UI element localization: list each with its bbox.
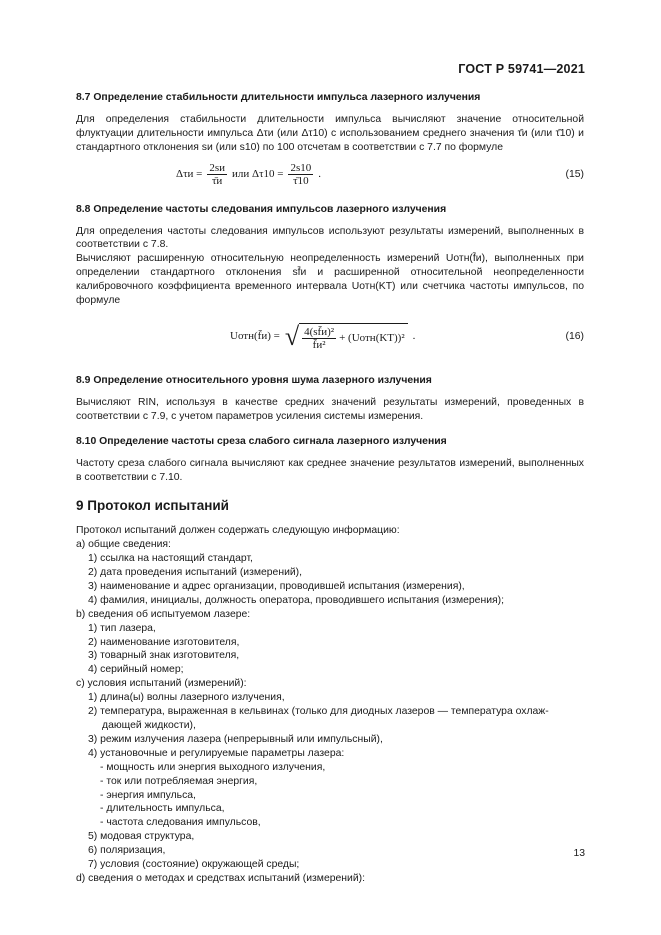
list-item-b3: 3) товарный знак изготовителя,	[88, 650, 240, 662]
formula-16-frac	[302, 326, 336, 351]
formula-15	[76, 158, 584, 192]
list-item-c2	[76, 705, 584, 733]
list-item-c7: 7) условия (состояние) окружающей среды;	[88, 859, 300, 871]
section-8-8-p2: Вычисляют расширенную относительную неопределенность измерений Uотн(f̄и), выполненных при определении стандартного отклонения sf̄и и расширенной относительной неопределенности калибровочного коэффициента временного интервала Uотн(KT) или счетчика частоты импульсов, по формуле	[76, 253, 584, 307]
list-item-c4c: - энергия импульса,	[100, 789, 196, 801]
page-content	[76, 91, 584, 886]
formula-16-end: .	[412, 330, 416, 343]
section-8-10-title: 8.10 Определение частоты среза слабого сигнала лазерного излучения	[76, 435, 447, 447]
list-item-a4: 4) фамилия, инициалы, должность оператора, проводившего испытания (измерения);	[88, 594, 504, 606]
list-item-d: d) сведения о методах и средствах испытаний (измерений):	[76, 872, 365, 884]
list-item-b2: 2) наименование изготовителя,	[88, 636, 240, 648]
formula-16	[76, 311, 584, 363]
formula-16-number: (16)	[565, 330, 584, 342]
list-item-c3: 3) режим излучения лазера (непрерывный или импульсный),	[88, 733, 383, 745]
formula-15-num-2: 2s10	[290, 162, 312, 175]
section-9-title: 9 Протокол испытаний	[76, 498, 229, 514]
formula-16-radicand	[299, 323, 408, 351]
formula-15-num-1: 2sи	[209, 162, 226, 175]
formula-15-frac-2	[288, 162, 313, 187]
list-item-b1: 1) тип лазера,	[88, 622, 156, 634]
formula-15-number: (15)	[565, 168, 584, 180]
page-number: 13	[573, 848, 585, 859]
formula-15-mid: или Δτ10 =	[232, 167, 284, 180]
formula-16-lhs: Uотн(f̄и) =	[230, 330, 280, 343]
section-8-7-text: Для определения стабильности длительности импульса вычисляют значение относительной флуктуации длительности импульса Δτи (или Δτ10) с использованием среднего значения τ̄и (или τ̄10) и стандартного отклонения sи (или s10) по 100 отсчетам в соответствии с 7.7 по формуле	[76, 113, 584, 153]
list-item-c: с) условия испытаний (измерений):	[76, 678, 247, 690]
list-item-c4d: - длительность импульса,	[100, 803, 225, 815]
formula-15-lhs: Δτи =	[176, 167, 203, 180]
formula-16-num: 4(sf̄и)²	[304, 325, 335, 338]
section-8-7-title: 8.7 Определение стабильности длительности импульса лазерного излучения	[76, 92, 481, 103]
list-item-a2: 2) дата проведения испытаний (измерений),	[88, 567, 303, 579]
section-9-intro: Протокол испытаний должен содержать следующую информацию:	[76, 525, 400, 537]
formula-16-sqrt	[285, 323, 408, 351]
formula-16-plus: + (Uотн(KT))²	[339, 331, 405, 344]
list-item-c2-line-1: 2) температура, выраженная в кельвинах (только для диодных лазеров — температура охлаж-	[88, 706, 549, 718]
section-8-8-title: 8.8 Определение частоты следования импульсов лазерного излучения	[76, 203, 447, 215]
list-item-a1: 1) ссылка на настоящий стандарт,	[88, 553, 253, 565]
list-item-b4: 4) серийный номер;	[88, 664, 184, 676]
list-item-b: b) сведения об испытуемом лазере:	[76, 608, 251, 620]
formula-15-frac-1	[207, 162, 227, 187]
section-8-8-p1: Для определения частоты следования импульсов используют результаты измерений, выполненных в соответствии с 7.8.	[76, 225, 584, 251]
formula-15-end: .	[318, 167, 322, 180]
section-8-9-title: 8.9 Определение относительного уровня шума лазерного излучения	[76, 374, 432, 386]
list-item-c6: 6) поляризация,	[88, 845, 166, 857]
list-item-c4: 4) установочные и регулируемые параметры лазера:	[88, 747, 345, 759]
list-item-c4a: - мощность или энергия выходного излучения,	[100, 761, 326, 773]
sqrt-icon: √	[284, 321, 300, 351]
list-item-a: а) общие сведения:	[76, 539, 171, 551]
list-item-a3: 3) наименование и адрес организации, проводившей испытания (измерения),	[88, 580, 465, 592]
list-item-c5: 5) модовая структура,	[88, 831, 195, 843]
list-item-c4e: - частота следования импульсов,	[100, 817, 261, 829]
standard-code: ГОСТ Р 59741—2021	[458, 62, 585, 76]
section-8-10-text: Частоту среза слабого сигнала вычисляют как среднее значение результатов измерений, выполненных в соответствии с 7.10.	[76, 457, 584, 483]
formula-15-den-1: τ̄и	[212, 175, 223, 188]
list-item-c4b: - ток или потребляемая энергия,	[100, 775, 258, 787]
list-item-c1: 1) длина(ы) волны лазерного излучения,	[88, 692, 285, 704]
list-item-c2-line-2: дающей жидкости),	[102, 720, 196, 731]
formula-15-den-2: τ̄10	[293, 175, 309, 188]
formula-16-den: f̄и²	[312, 338, 326, 351]
section-8-9-text: Вычисляют RIN, используя в качестве средних значений результаты измерений, проведенных в соответствии с 7.9, с учетом параметров усиления системы измерения.	[76, 396, 584, 422]
